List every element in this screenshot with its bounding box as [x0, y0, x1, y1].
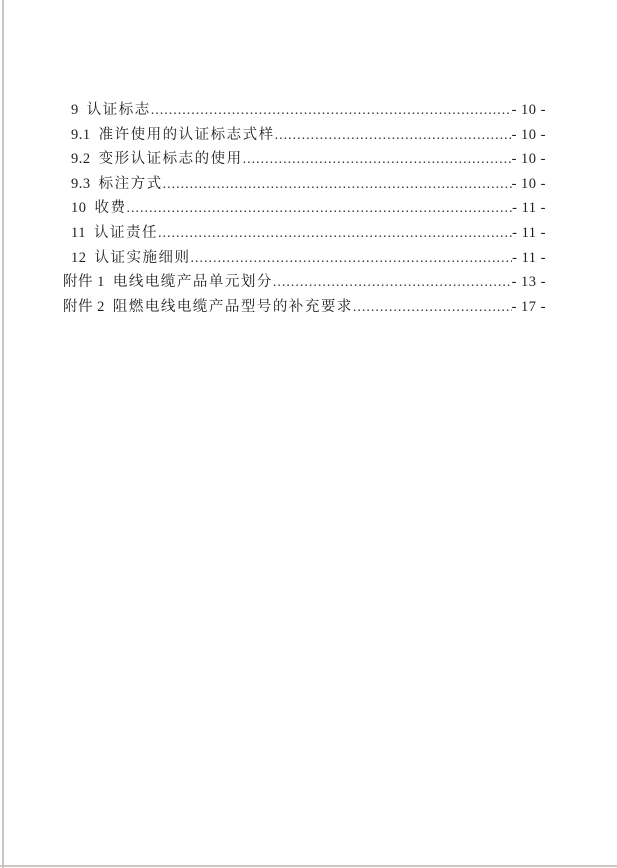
toc-entry-page: - 17 - [511, 298, 546, 315]
toc-entry-title: 准许使用的认证标志式样 [98, 126, 275, 143]
toc-entry-title: 标注方式 [98, 175, 163, 192]
toc-entry-title: 电线电缆产品单元划分 [112, 274, 273, 291]
toc-entry[interactable] [63, 295, 546, 320]
toc-entry-title: 认证标志 [86, 102, 151, 118]
toc-entry[interactable] [63, 172, 546, 197]
toc-entry-title: 认证责任 [93, 224, 158, 241]
toc-entry-number: 附件 2 [63, 298, 105, 315]
toc-entry[interactable] [63, 123, 546, 148]
dot-leader [353, 296, 512, 321]
toc-entry-page: - 11 - [512, 224, 546, 241]
toc-entry[interactable] [63, 98, 546, 123]
toc-entry[interactable] [63, 147, 546, 172]
dot-leader [243, 148, 512, 173]
toc-entry[interactable] [63, 270, 546, 295]
dot-leader [127, 197, 513, 222]
toc-entry-number: 9.2 [71, 151, 91, 168]
toc-entry-page: - 11 - [512, 200, 546, 217]
toc-entry-page: - 10 - [511, 126, 546, 143]
toc-entry-number: 附件 1 [63, 274, 105, 291]
toc-entry-page: - 10 - [511, 102, 546, 118]
toc-entry-page: - 10 - [511, 151, 546, 168]
toc-entry-number: 9.3 [71, 175, 91, 192]
toc-entry-page: - 11 - [512, 249, 546, 266]
dot-leader [158, 222, 512, 247]
toc-entry-page: - 13 - [511, 274, 546, 291]
toc-entry[interactable] [63, 221, 546, 246]
page-bottom-border [0, 865, 617, 867]
toc-entry-number: 9.1 [71, 126, 91, 143]
toc-entry[interactable] [63, 246, 546, 271]
toc-entry-title: 认证实施细则 [94, 249, 191, 266]
toc-entry-title: 阻燃电线电缆产品型号的补充要求 [112, 298, 353, 315]
toc-entry-number: 10 [71, 200, 87, 217]
dot-leader [163, 173, 512, 198]
dot-leader [273, 271, 512, 296]
toc-entry-title: 收费 [94, 200, 127, 217]
table-of-contents [63, 98, 546, 319]
toc-entry[interactable] [63, 196, 546, 221]
toc-entry-page: - 10 - [511, 175, 546, 192]
toc-entry-title: 变形认证标志的使用 [98, 151, 243, 168]
toc-entry-number: 9 [71, 102, 79, 118]
page-left-border [2, 0, 4, 868]
toc-entry-number: 11 [71, 224, 86, 241]
toc-entry-number: 12 [71, 249, 87, 266]
dot-leader [151, 99, 512, 124]
dot-leader [275, 124, 512, 149]
dot-leader [191, 247, 513, 272]
